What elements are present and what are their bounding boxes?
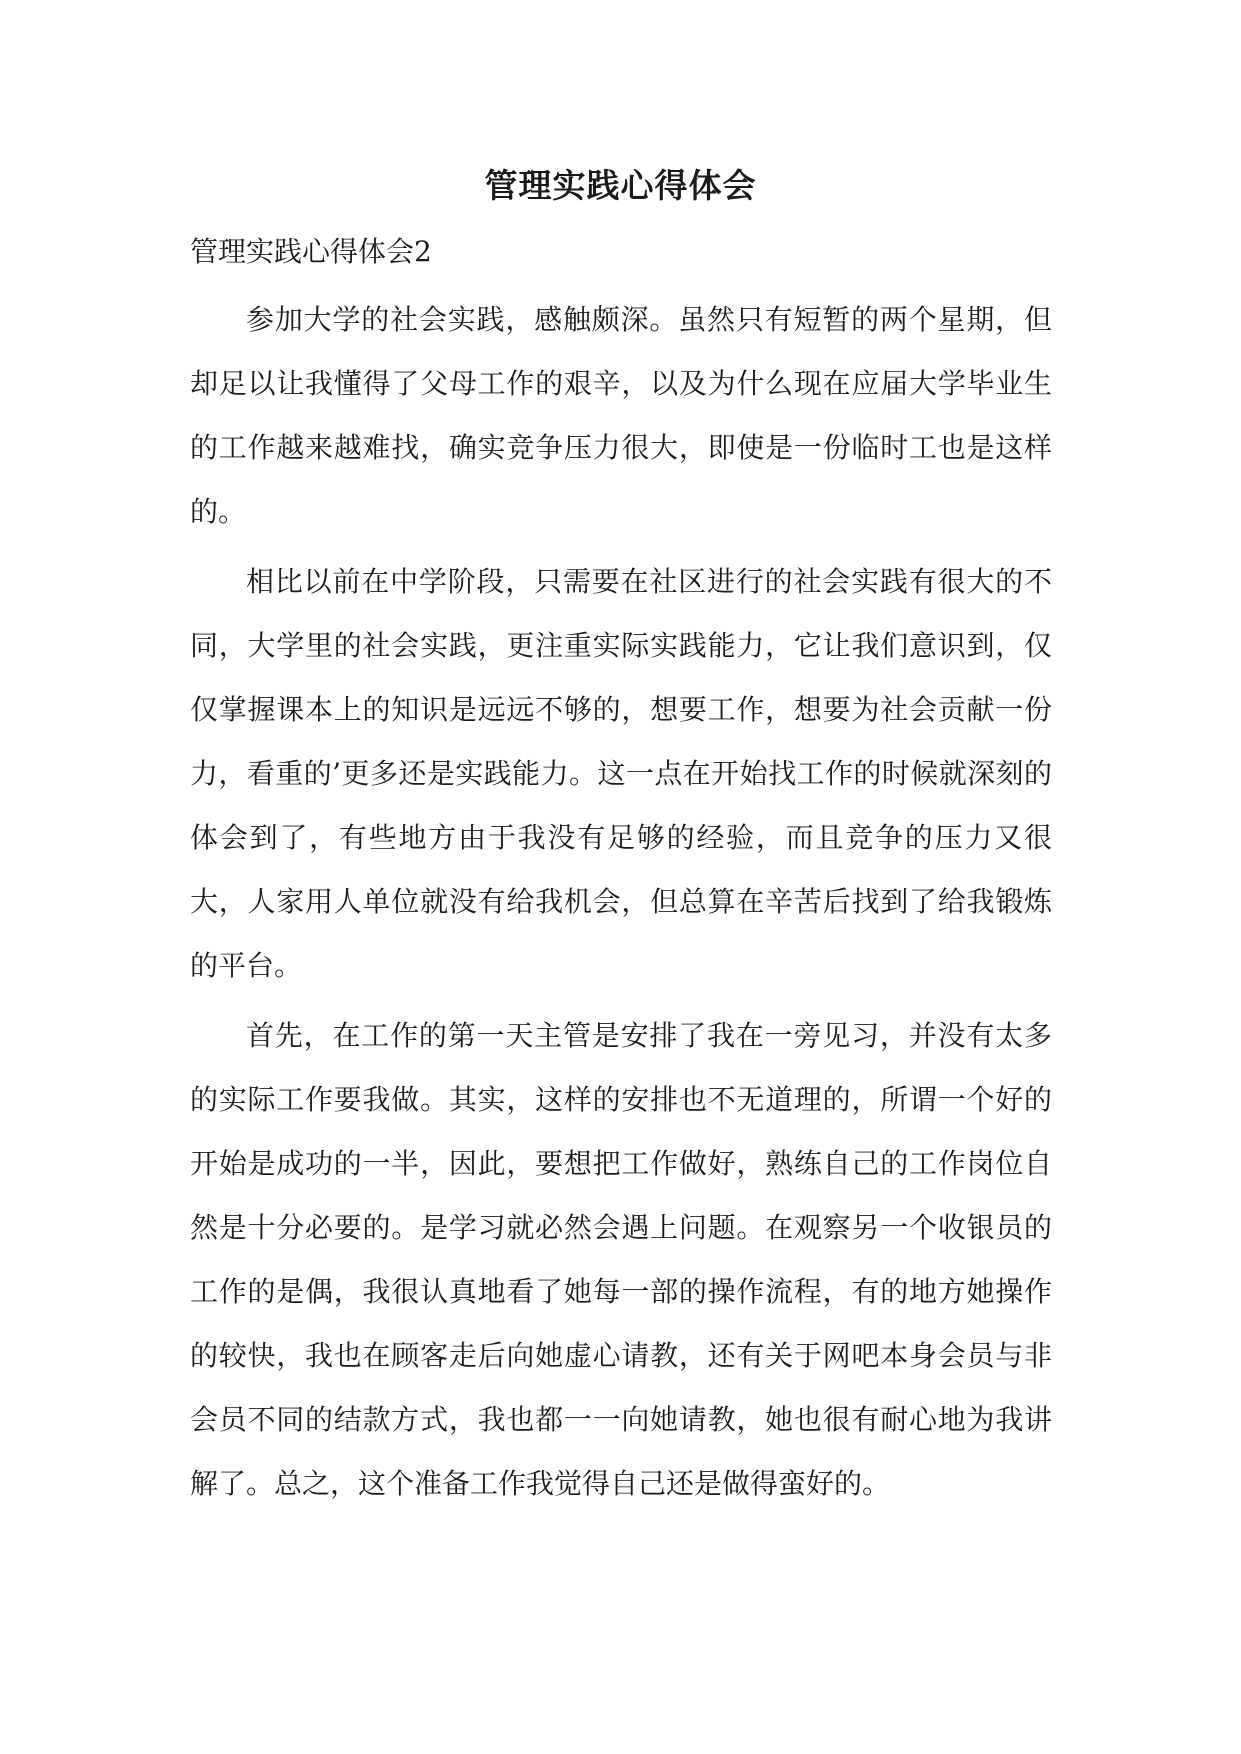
document-body bbox=[190, 288, 1052, 1516]
document-title: 管理实践心得体会 bbox=[484, 166, 757, 205]
paragraph-1: 参加大学的社会实践，感触颇深。虽然只有短暂的两个星期，但却足以让我懂得了父母工作的艰辛，以及为什么现在应届大学毕业生的工作越来越难找，确实竞争压力很大，即使是一份临时工也是这样的。 bbox=[190, 303, 1052, 528]
paragraph-2: 相比以前在中学阶段，只需要在社区进行的社会实践有很大的不同，大学里的社会实践，更注重实际实践能力，它让我们意识到，仅仅掌握课本上的知识是远远不够的，想要工作，想要为社会贡献一份力，看重的’更多还是实践能力。这一点在开始找工作的时候就深刻的体会到了，有些地方由于我没有足够的经验，而且竞争的压力又很大，人家用人单位就没有给我机会，但总算在辛苦后找到了给我锻炼的平台。 bbox=[190, 565, 1052, 982]
document-subtitle: 管理实践心得体会2 bbox=[190, 235, 432, 268]
paragraph-3: 首先，在工作的第一天主管是安排了我在一旁见习，并没有太多的实际工作要我做。其实，这样的安排也不无道理的，所谓一个好的开始是成功的一半，因此，要想把工作做好，熟练自己的工作岗位自然是十分必要的。是学习就必然会遇上问题。在观察另一个收银员的工作的是偶，我很认真地看了她每一部的操作流程，有的地方她操作的较快，我也在顾客走后向她虚心请教，还有关于网吧本身会员与非会员不同的结款方式，我也都一一向她请教，她也很有耐心地为我讲解了。总之，这个准备工作我觉得自己还是做得蛮好的。 bbox=[190, 1019, 1052, 1500]
